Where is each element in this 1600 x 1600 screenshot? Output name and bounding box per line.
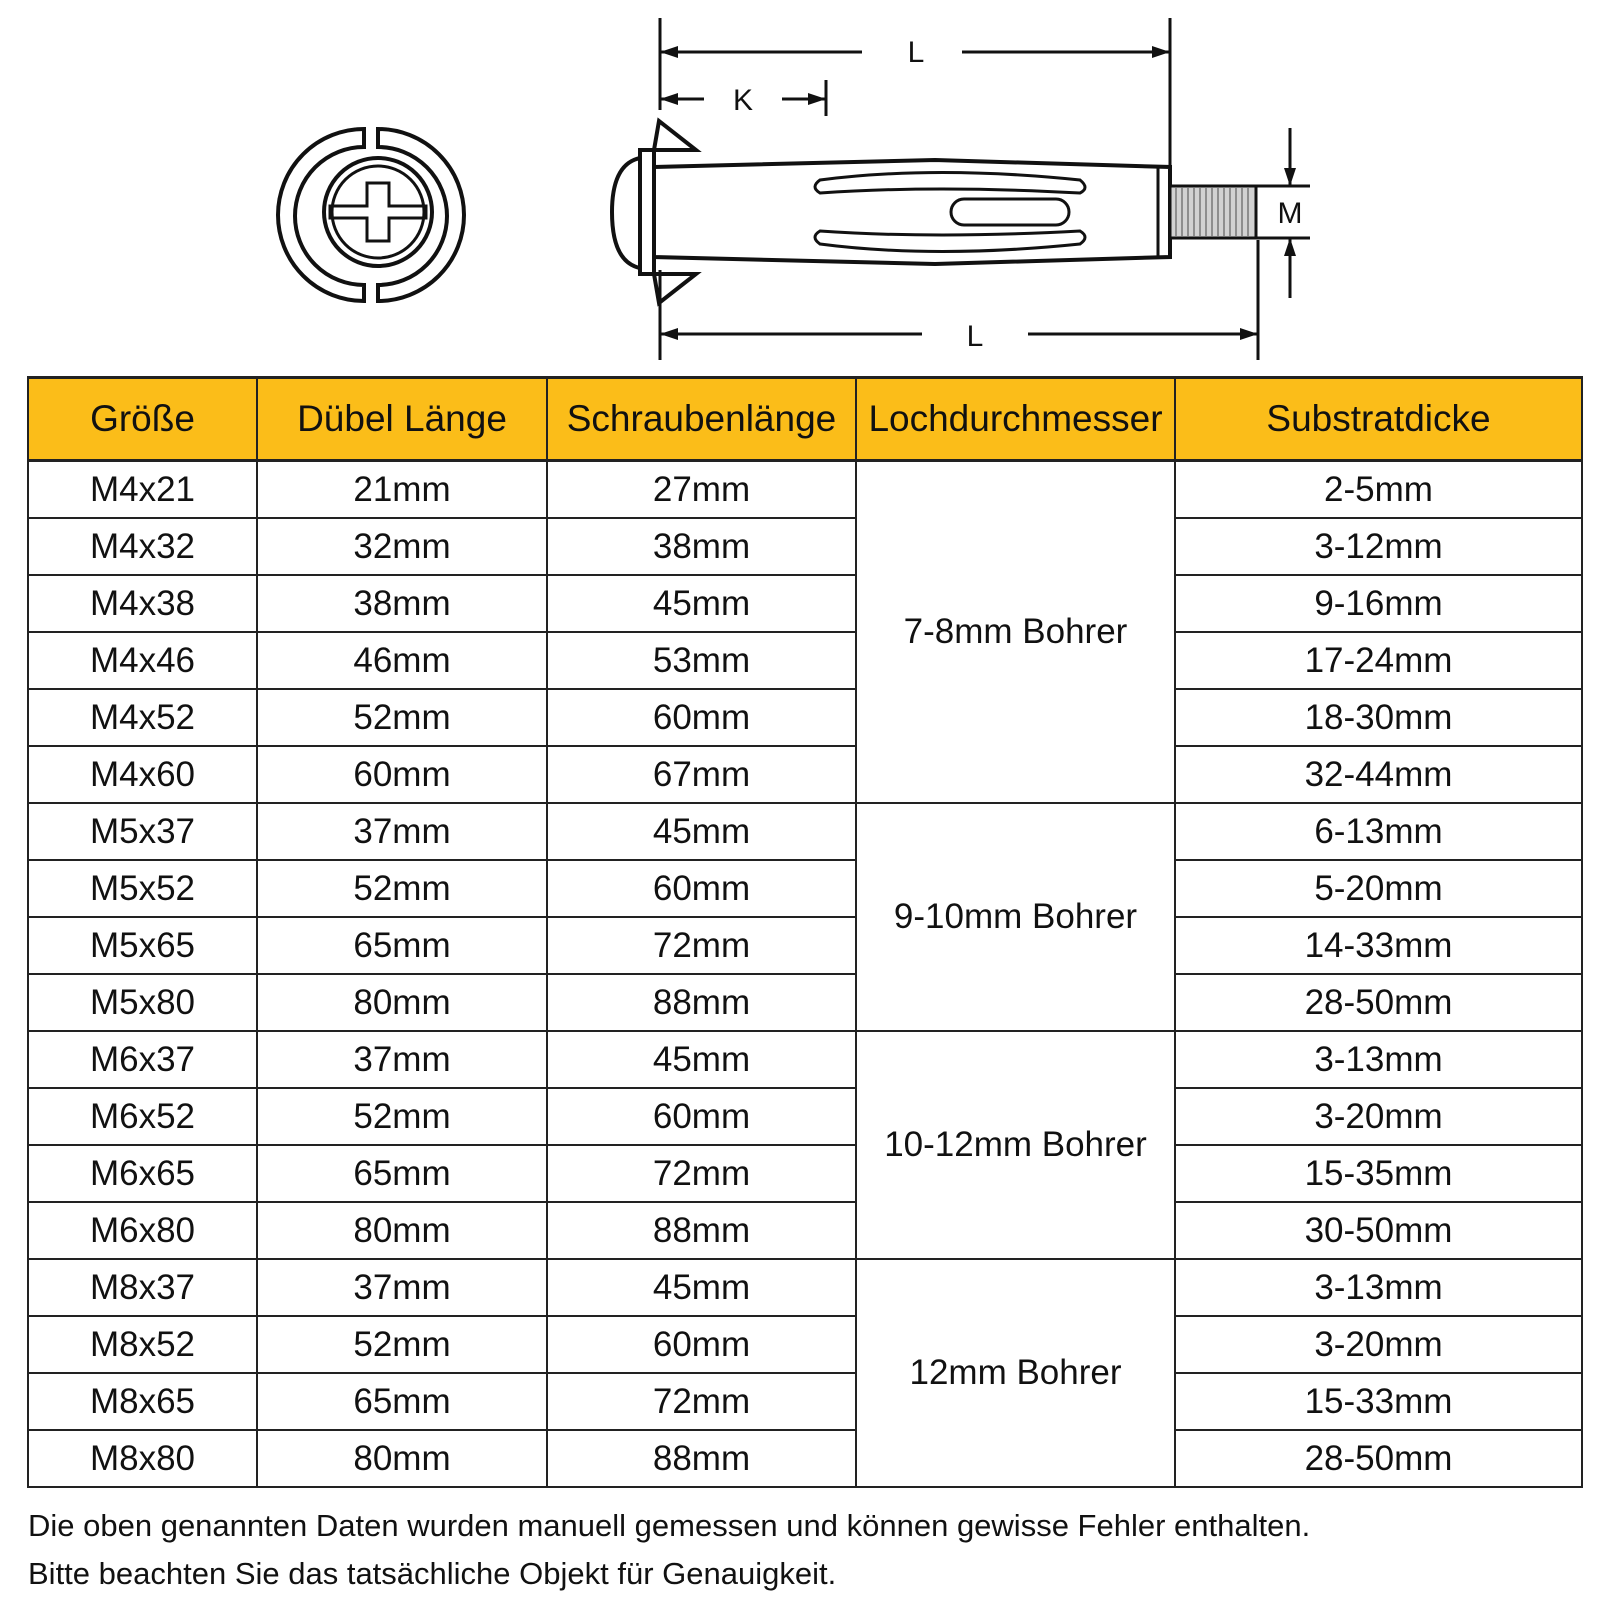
cell-screw-length: 45mm [547, 575, 856, 632]
cell-screw-length: 72mm [547, 917, 856, 974]
cell-screw-length: 38mm [547, 518, 856, 575]
cell-substrate-thickness: 15-33mm [1175, 1373, 1582, 1430]
table-row [28, 1202, 1582, 1259]
cell-screw-length: 60mm [547, 860, 856, 917]
header-substrate-thickness: Substratdicke [1175, 378, 1582, 461]
cell-size: M8x80 [28, 1430, 257, 1487]
cell-substrate-thickness: 18-30mm [1175, 689, 1582, 746]
cell-anchor-length: 80mm [257, 974, 547, 1031]
table-row [28, 575, 1582, 632]
cell-substrate-thickness: 15-35mm [1175, 1145, 1582, 1202]
table-row [28, 917, 1582, 974]
cell-substrate-thickness: 2-5mm [1175, 461, 1582, 519]
cell-anchor-length: 80mm [257, 1430, 547, 1487]
cell-substrate-thickness: 30-50mm [1175, 1202, 1582, 1259]
cell-anchor-length: 37mm [257, 803, 547, 860]
cell-anchor-length: 65mm [257, 1373, 547, 1430]
cell-anchor-length: 52mm [257, 1316, 547, 1373]
cell-size: M8x37 [28, 1259, 257, 1316]
cell-substrate-thickness: 3-13mm [1175, 1259, 1582, 1316]
cell-anchor-length: 21mm [257, 461, 547, 519]
cell-screw-length: 60mm [547, 1088, 856, 1145]
table-row [28, 1316, 1582, 1373]
disclaimer-line-2: Bitte beachten Sie das tatsächliche Objekt für Genauigkeit. [28, 1556, 837, 1591]
cell-hole-diameter: 12mm Bohrer [856, 1259, 1175, 1487]
cell-size: M4x46 [28, 632, 257, 689]
cell-substrate-thickness: 3-13mm [1175, 1031, 1582, 1088]
cell-size: M6x65 [28, 1145, 257, 1202]
dimension-label-length-bottom: L [966, 320, 984, 353]
cell-hole-diameter: 9-10mm Bohrer [856, 803, 1175, 1031]
cell-size: M4x38 [28, 575, 257, 632]
table-row [28, 803, 1582, 860]
cell-substrate-thickness: 9-16mm [1175, 575, 1582, 632]
table-row [28, 746, 1582, 803]
cell-anchor-length: 37mm [257, 1031, 547, 1088]
cell-screw-length: 88mm [547, 1202, 856, 1259]
anchor-side-view [612, 121, 1256, 303]
table-row [28, 1031, 1582, 1088]
table-row [28, 1373, 1582, 1430]
cell-size: M5x65 [28, 917, 257, 974]
cell-anchor-length: 52mm [257, 1088, 547, 1145]
cell-substrate-thickness: 6-13mm [1175, 803, 1582, 860]
anchor-front-view [278, 129, 464, 301]
table-row [28, 461, 1582, 519]
cell-anchor-length: 52mm [257, 860, 547, 917]
disclaimer-line-1: Die oben genannten Daten wurden manuell gemessen und können gewisse Fehler enthalten. [28, 1508, 1311, 1543]
cell-anchor-length: 65mm [257, 1145, 547, 1202]
cell-substrate-thickness: 28-50mm [1175, 974, 1582, 1031]
cell-screw-length: 60mm [547, 1316, 856, 1373]
cell-screw-length: 53mm [547, 632, 856, 689]
cell-screw-length: 45mm [547, 1259, 856, 1316]
cell-size: M5x37 [28, 803, 257, 860]
table-row [28, 518, 1582, 575]
table-row [28, 689, 1582, 746]
cell-anchor-length: 32mm [257, 518, 547, 575]
cell-size: M8x52 [28, 1316, 257, 1373]
cell-size: M5x80 [28, 974, 257, 1031]
hollow-wall-anchor-diagram [0, 0, 1600, 370]
header-hole-diameter: Lochdurchmesser [856, 378, 1175, 461]
table-header-row [28, 378, 1582, 461]
cell-size: M6x52 [28, 1088, 257, 1145]
cell-anchor-length: 38mm [257, 575, 547, 632]
cell-hole-diameter: 7-8mm Bohrer [856, 461, 1175, 804]
cell-size: M4x52 [28, 689, 257, 746]
cell-anchor-length: 60mm [257, 746, 547, 803]
cell-screw-length: 72mm [547, 1145, 856, 1202]
cell-substrate-thickness: 14-33mm [1175, 917, 1582, 974]
anchor-spec-table [27, 376, 1583, 1488]
dimension-label-k: K [732, 84, 754, 117]
cell-anchor-length: 65mm [257, 917, 547, 974]
table-row [28, 1259, 1582, 1316]
cell-hole-diameter: 10-12mm Bohrer [856, 1031, 1175, 1259]
header-size: Größe [28, 378, 257, 461]
cell-size: M6x37 [28, 1031, 257, 1088]
cell-anchor-length: 46mm [257, 632, 547, 689]
cell-screw-length: 88mm [547, 1430, 856, 1487]
table-row [28, 974, 1582, 1031]
cell-screw-length: 72mm [547, 1373, 856, 1430]
dimension-label-length-top: L [907, 36, 925, 69]
table-row [28, 1088, 1582, 1145]
cell-screw-length: 88mm [547, 974, 856, 1031]
cell-substrate-thickness: 28-50mm [1175, 1430, 1582, 1487]
table-body [28, 461, 1582, 1488]
cell-screw-length: 60mm [547, 689, 856, 746]
cell-size: M5x52 [28, 860, 257, 917]
header-anchor-length: Dübel Länge [257, 378, 547, 461]
cell-substrate-thickness: 3-20mm [1175, 1088, 1582, 1145]
cell-substrate-thickness: 17-24mm [1175, 632, 1582, 689]
cell-substrate-thickness: 3-20mm [1175, 1316, 1582, 1373]
cell-size: M4x21 [28, 461, 257, 519]
cell-anchor-length: 80mm [257, 1202, 547, 1259]
table-row [28, 1145, 1582, 1202]
cell-substrate-thickness: 3-12mm [1175, 518, 1582, 575]
table-row [28, 1430, 1582, 1487]
cell-screw-length: 27mm [547, 461, 856, 519]
cell-size: M4x32 [28, 518, 257, 575]
measurement-disclaimer [28, 1502, 1578, 1598]
table-row [28, 860, 1582, 917]
cell-anchor-length: 37mm [257, 1259, 547, 1316]
cell-substrate-thickness: 5-20mm [1175, 860, 1582, 917]
table-row [28, 632, 1582, 689]
cell-screw-length: 45mm [547, 1031, 856, 1088]
cell-screw-length: 45mm [547, 803, 856, 860]
cell-size: M8x65 [28, 1373, 257, 1430]
cell-screw-length: 67mm [547, 746, 856, 803]
header-screw-length: Schraubenlänge [547, 378, 856, 461]
dimension-label-m: M [1277, 197, 1303, 230]
cell-size: M4x60 [28, 746, 257, 803]
cell-substrate-thickness: 32-44mm [1175, 746, 1582, 803]
cell-size: M6x80 [28, 1202, 257, 1259]
cell-anchor-length: 52mm [257, 689, 547, 746]
